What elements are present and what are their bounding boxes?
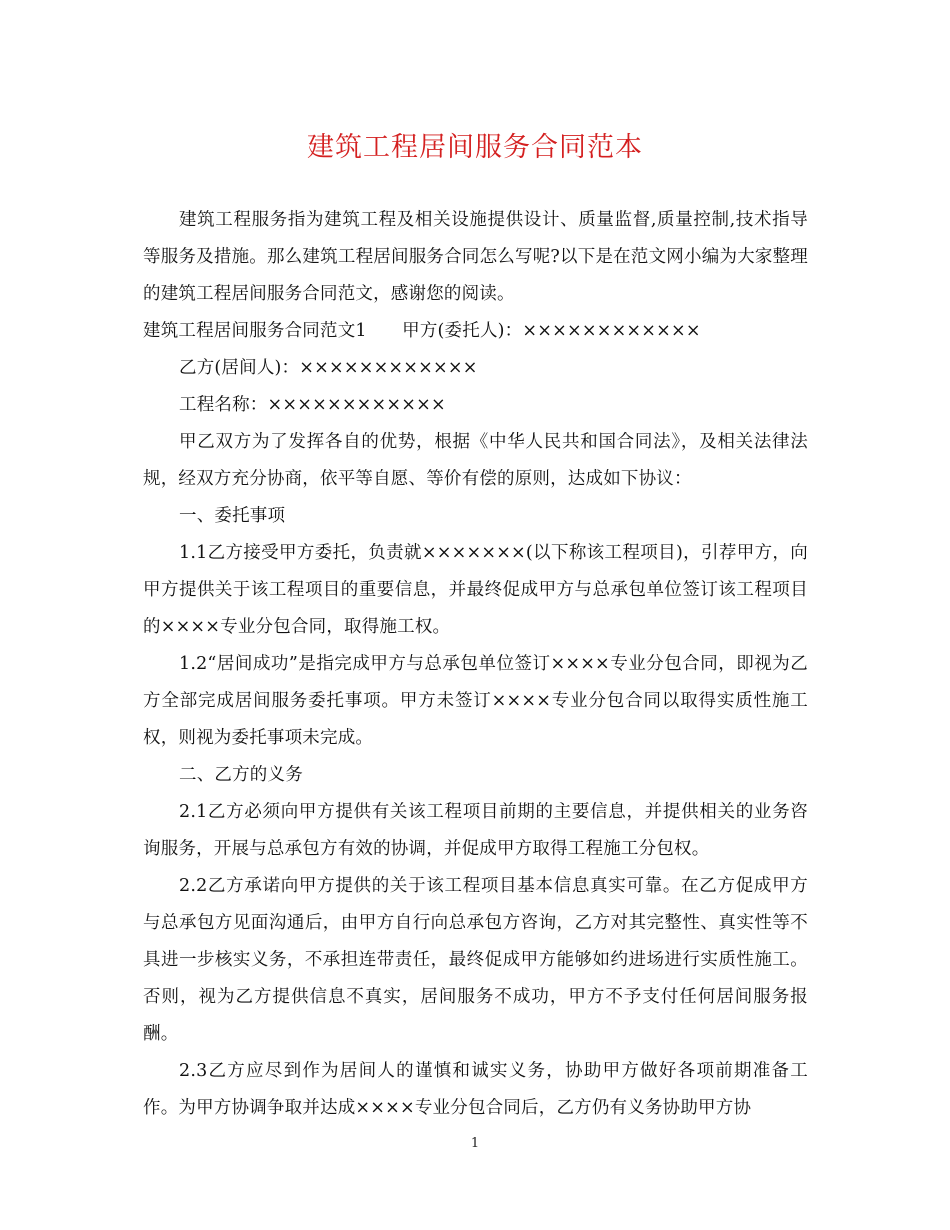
clause-2-1: 2.1乙方必须向甲方提供有关该工程项目前期的主要信息，并提供相关的业务咨询服务，开展与总承包方有效的协调，并促成甲方取得工程施工分包权。: [143, 802, 808, 859]
document-title: 建筑工程居间服务合同范本: [307, 132, 643, 163]
paragraph-party-a: 建筑工程居间服务合同范文1 甲方(委托人)：××××××××××××: [143, 321, 701, 341]
paragraph-project-name: 工程名称：××××××××××××: [179, 395, 446, 415]
clause-1-1: 1.1乙方接受甲方委托，负责就×××××××(以下称该工程项目)，引荐甲方，向甲方提供关于该工程项目的重要信息，并最终促成甲方与总承包单位签订该工程项目的××××专业分包合同，取得施工权。: [143, 543, 808, 637]
section-heading-1: 一、委托事项: [179, 506, 286, 526]
paragraph-intro: 建筑工程服务指为建筑工程及相关设施提供设计、质量监督,质量控制,技术指导等服务及措施。那么建筑工程居间服务合同怎么写呢?以下是在范文网小编为大家整理的建筑工程居间服务合同范文，感谢您的阅读。: [143, 210, 808, 304]
paragraph-party-b: 乙方(居间人)：××××××××××××: [179, 358, 478, 378]
clause-1-2: 1.2“居间成功”是指完成甲方与总承包单位签订××××专业分包合同，即视为乙方全部完成居间服务委托事项。甲方未签订××××专业分包合同以取得实质性施工权，则视为委托事项未完成。: [143, 654, 808, 748]
document-body: [143, 202, 808, 1127]
paragraph-preamble: 甲乙双方为了发挥各自的优势，根据《中华人民共和国合同法》，及相关法律法规，经双方充分协商，依平等自愿、等价有偿的原则，达成如下协议：: [143, 432, 808, 489]
section-heading-2: 二、乙方的义务: [179, 765, 303, 785]
clause-2-3: 2.3乙方应尽到作为居间人的谨慎和诚实义务，协助甲方做好各项前期准备工作。为甲方协调争取并达成××××专业分包合同后，乙方仍有义务协助甲方协: [143, 1061, 808, 1118]
clause-2-2: 2.2乙方承诺向甲方提供的关于该工程项目基本信息真实可靠。在乙方促成甲方与总承包方见面沟通后，由甲方自行向总承包方咨询，乙方对其完整性、真实性等不具进一步核实义务，不承担连带责任，最终促成甲方能够如约进场进行实质性施工。否则，视为乙方提供信息不真实，居间服务不成功，甲方不予支付任何居间服务报酬。: [143, 876, 808, 1044]
page-number: 1: [470, 1136, 480, 1151]
